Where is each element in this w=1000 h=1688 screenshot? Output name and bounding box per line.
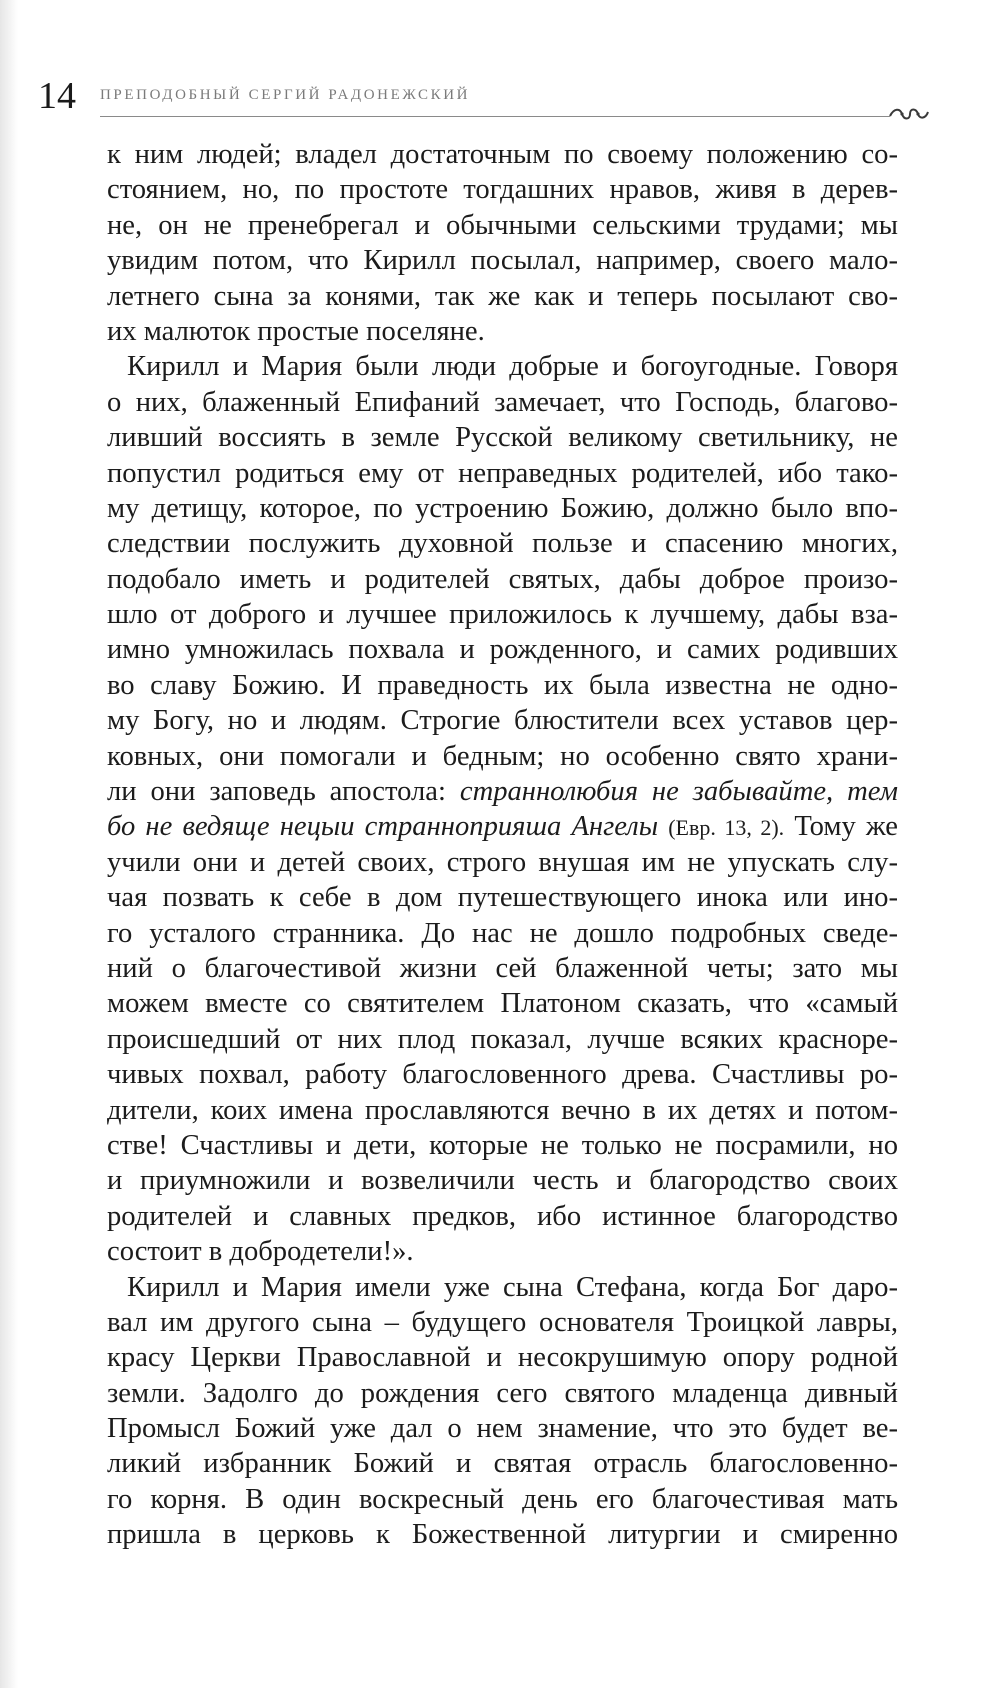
quote-after: Тому же (794, 811, 898, 843)
text-line: дители, коих имена прославляются вечно в их детях и потом- (107, 1094, 898, 1126)
running-header (0, 60, 1000, 140)
text-line: состоит в добродетели!». (107, 1236, 414, 1268)
scripture-quote: бо не ведяще нецыи странноприяша Ангелы (107, 811, 659, 843)
flourish-icon (888, 104, 930, 128)
text-line: попустил родиться ему от неправедных родителей, ибо тако- (107, 457, 898, 489)
text-line: во славу Божию. И праведность их была известна не одно- (107, 669, 898, 701)
text-line: можем вместе со святителем Платоном сказать, что «самый (107, 988, 898, 1020)
text-line: родителей и славных предков, ибо истинное благородство (107, 1200, 898, 1232)
text-line: стве! Счастливы и дети, которые не только не посрамили, но (107, 1129, 898, 1161)
running-title: ПРЕПОДОБНЫЙ СЕРГИЙ РАДОНЕЖСКИЙ (100, 87, 471, 103)
text-line: ливший воссиять в земле Русской великому светильнику, не (107, 422, 898, 454)
paragraph-start-line: Кирилл и Мария были люди добрые и богоугодные. Говоря (127, 351, 898, 383)
quote-lead: ли они заповедь апостола: (107, 776, 446, 808)
text-line: учили они и детей своих, строго внушая им не упускать слу- (107, 846, 898, 878)
text-line: пришла в церковь к Божественной литургии и смиренно (107, 1519, 898, 1551)
paragraph-start-line: Кирилл и Мария имели уже сына Стефана, когда Бог даро- (127, 1271, 898, 1303)
text-line: к ним людей; владел достаточным по своему положению со- (107, 139, 898, 170)
page-edge-shadow (0, 0, 18, 1688)
header-rule (100, 116, 890, 117)
text-line: о них, блаженный Епифаний замечает, что Господь, благово- (107, 386, 898, 418)
text-line: му Богу, но и людям. Строгие блюстители всех уставов цер- (107, 705, 898, 737)
text-line: чая позвать к себе в дом путешествующего инока или ино- (107, 882, 898, 914)
text-line: летнего сына за конями, так же как и теперь посылают сво- (107, 280, 898, 312)
text-line: красу Церкви Православной и несокрушимую опору родной (107, 1342, 898, 1374)
text-line: следствии послужить духовной пользе и спасению многих, (107, 528, 898, 560)
text-line: шло от доброго и лучшее приложилось к лучшему, дабы вза- (107, 599, 898, 631)
text-line: увидим потом, что Кирилл посылал, например, своего мало- (107, 245, 898, 277)
text-line: му детищу, которое, по устроению Божию, должно было впо- (107, 492, 898, 524)
scripture-quote: страннолюбия не забывайте, тем (459, 776, 898, 808)
text-line: го усталого странника. До нас не дошло подробных сведе- (107, 917, 898, 949)
text-line: ликий избранник Божий и святая отрасль благословенно- (107, 1448, 898, 1480)
text-line: го корня. В один воскресный день его благочестивая мать (107, 1483, 898, 1515)
text-line: не, он не пренебрегал и обычными сельскими трудами; мы (107, 209, 898, 241)
text-line: их малюток простые поселяне. (107, 315, 485, 347)
text-line: стоянием, но, по простоте тогдашних нравов, живя в дерев- (107, 174, 898, 206)
text-line: подобало иметь и родителей святых, дабы доброе произо- (107, 563, 898, 595)
text-line: земли. Задолго до рождения сего святого младенца дивный (107, 1377, 898, 1409)
body-text (107, 137, 898, 1553)
text-line: чивых похвал, работу благословенного древа. Счастливы ро- (107, 1059, 898, 1091)
text-line: Промысл Божий уже дал о нем знамение, что это будет ве- (107, 1413, 898, 1445)
text-line: и приумножили и возвеличили честь и благородство своих (107, 1165, 898, 1197)
text-line: происшедший от них плод показал, лучше всяких красноре- (107, 1023, 898, 1055)
quote-line (107, 774, 898, 809)
quote-line (107, 809, 898, 844)
scripture-reference: (Евр. 13, 2). (668, 815, 785, 841)
text-line: имно умножилась похвала и рожденного, и самих родивших (107, 634, 898, 666)
text-line: ковных, они помогали и бедным; но особенно свято храни- (107, 740, 898, 772)
text-line: ний о благочестивой жизни сей блаженной четы; зато мы (107, 952, 898, 984)
page-number: 14 (38, 75, 76, 117)
text-line: вал им другого сына – будущего основателя Троицкой лавры, (107, 1306, 898, 1338)
